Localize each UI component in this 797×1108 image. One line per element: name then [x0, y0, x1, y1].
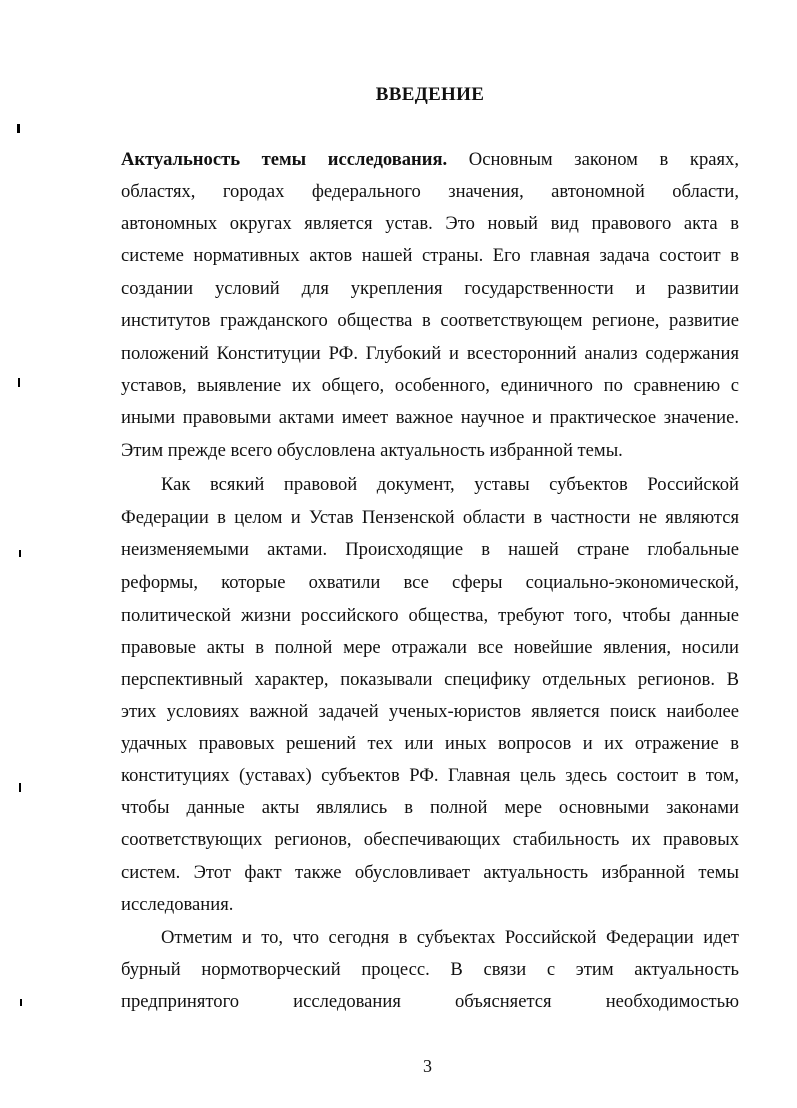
paragraph-line — [121, 149, 739, 171]
paragraph-line: положений Конституции РФ. Глубокий и всесторонний анализ содержания — [121, 343, 739, 364]
margin-mark — [17, 124, 20, 133]
paragraph-line: Как всякий правовой документ, уставы субъектов Российской — [161, 474, 739, 495]
paragraph-line: политической жизни российского общества, требуют того, чтобы данные — [121, 605, 739, 626]
margin-mark — [20, 999, 22, 1006]
paragraph-line: удачных правовых решений тех или иных вопросов и их отражение в — [121, 733, 739, 754]
page-number: 3 — [423, 1056, 432, 1076]
paragraph-line: конституциях (уставах) субъектов РФ. Главная цель здесь состоит в том, — [121, 765, 739, 786]
paragraph-line: неизменяемыми актами. Происходящие в нашей стране глобальные — [121, 539, 739, 560]
paragraph-line: Этим прежде всего обусловлена актуальность избранной темы. — [121, 440, 623, 461]
page-heading: ВВЕДЕНИЕ — [375, 84, 485, 105]
margin-mark — [18, 378, 20, 387]
paragraph-line: правовые акты в полной мере отражали все новейшие явления, носили — [121, 637, 739, 658]
paragraph-line: этих условиях важной задачей ученых-юристов является поиск наиболее — [121, 701, 739, 722]
paragraph-line: системе нормативных актов нашей страны. Его главная задача состоит в — [121, 245, 739, 266]
paragraph-line: исследования. — [121, 894, 234, 915]
paragraph-line: соответствующих регионов, обеспечивающих стабильность их правовых — [121, 829, 739, 850]
margin-mark — [19, 783, 21, 792]
paragraph-line: областях, городах федерального значения, автономной области, — [121, 181, 739, 202]
margin-mark — [19, 550, 21, 557]
paragraph-line: систем. Этот факт также обусловливает актуальность избранной темы — [121, 862, 739, 883]
paragraph-line: уставов, выявление их общего, особенного, единичного по сравнению с — [121, 375, 739, 396]
line-text: Основным законом в краях, — [468, 149, 739, 170]
paragraph-line: бурный нормотворческий процесс. В связи с этим актуальность — [121, 959, 739, 980]
paragraph-line: создании условий для укрепления государственности и развитии — [121, 278, 739, 299]
paragraph-line: Отметим и то, что сегодня в субъектах Российской Федерации идет — [161, 927, 739, 948]
paragraph-line: автономных округах является устав. Это новый вид правового акта в — [121, 213, 739, 234]
paragraph-line: перспективный характер, показывали специфику отдельных регионов. В — [121, 669, 739, 690]
paragraph-line: Федерации в целом и Устав Пензенской области в частности не являются — [121, 507, 739, 528]
paragraph-line: институтов гражданского общества в соответствующем регионе, развитие — [121, 310, 739, 331]
paragraph-line: предпринятого исследования объясняется необходимостью — [121, 991, 739, 1012]
paragraph-line: иными правовыми актами имеет важное научное и практическое значение. — [121, 407, 739, 428]
lead-phrase: Актуальность темы исследования. — [121, 149, 448, 170]
paragraph-line: реформы, которые охватили все сферы социально-экономической, — [121, 572, 739, 593]
paragraph-line: чтобы данные акты являлись в полной мере основными законами — [121, 797, 739, 818]
